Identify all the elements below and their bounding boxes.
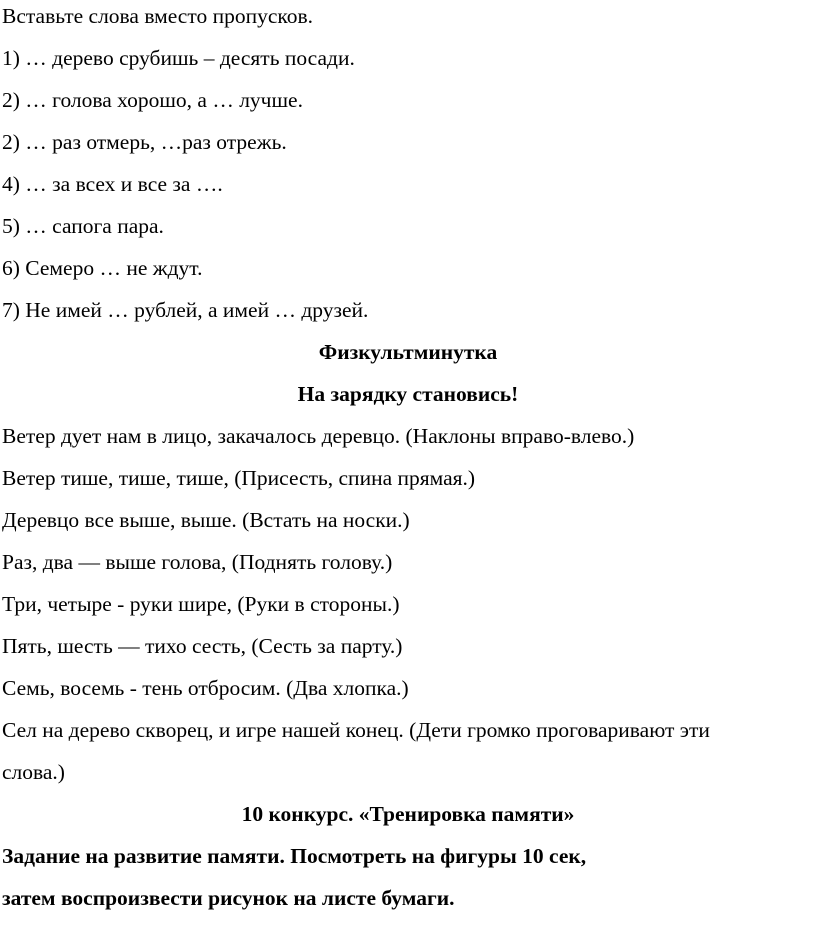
proverb-7: 7) Не имей … рублей, а имей … друзей.	[2, 298, 369, 322]
exercise-line-6: Пять, шесть — тихо сесть, (Сесть за парту.)	[2, 634, 403, 658]
task-line-1: Задание на развитие памяти. Посмотреть на фигуры 10 сек,	[2, 844, 587, 868]
task-line-2: затем воспроизвести рисунок на листе бумаги.	[2, 886, 455, 910]
exercise-line-3: Деревцо все выше, выше. (Встать на носки.)	[2, 508, 410, 532]
proverb-6: 6) Семеро … не ждут.	[2, 256, 203, 280]
proverb-4: 4) … за всех и все за ….	[2, 172, 223, 196]
proverb-3: 2) … раз отмерь, …раз отрежь.	[2, 130, 287, 154]
exercise-line-4: Раз, два — выше голова, (Поднять голову.)	[2, 550, 393, 574]
contest-title: 10 конкурс. «Тренировка памяти»	[241, 802, 575, 826]
exercise-line-5: Три, четыре - руки шире, (Руки в стороны.)	[2, 592, 400, 616]
section-title: Физкультминутка	[318, 340, 498, 364]
exercise-line-7: Семь, восемь - тень отбросим. (Два хлопка.)	[2, 676, 409, 700]
exercise-line-9: слова.)	[2, 760, 65, 784]
instruction-text: Вставьте слова вместо пропусков.	[2, 4, 314, 28]
exercise-line-8: Сел на дерево скворец, и игре нашей конец. (Дети громко проговаривают эти	[2, 718, 710, 742]
section-subtitle: На зарядку становись!	[297, 382, 519, 406]
exercise-line-2: Ветер тише, тише, тише, (Присесть, спина прямая.)	[2, 466, 476, 490]
proverb-5: 5) … сапога пара.	[2, 214, 164, 238]
exercise-line-1: Ветер дует нам в лицо, закачалось деревцо. (Наклоны вправо-влево.)	[2, 424, 635, 448]
proverb-1: 1) … дерево срубишь – десять посади.	[2, 46, 355, 70]
proverb-2: 2) … голова хорошо, а … лучше.	[2, 88, 303, 112]
